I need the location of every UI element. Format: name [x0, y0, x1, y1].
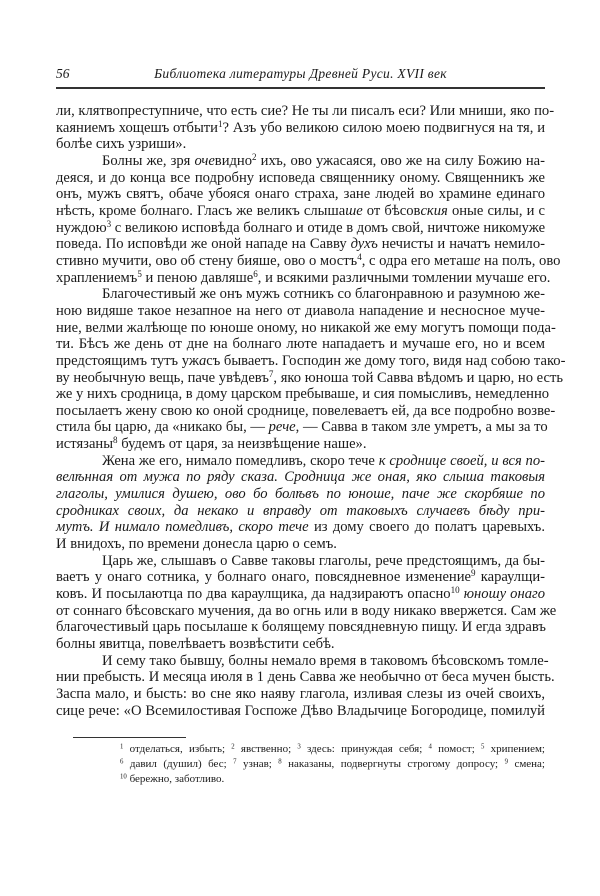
text-run: посылаетъ жену свою ко оной сроднице, повелеваетъ ей, да все подробно возве-: [56, 402, 556, 419]
paragraph: [56, 552, 557, 653]
text-run: , с одра его меташ: [361, 252, 474, 269]
text-run: от соннаго бѣсовскаго мучения, да во огнь или в воду никако ввержется. Сам же: [56, 602, 557, 619]
text-run: , — Савва в таком зле умретъ, а мы за то: [295, 419, 548, 436]
text-run: благочестивый царь посылаше к болящему повсядневную пищу. И егда здравъ: [56, 619, 546, 636]
paragraph: [56, 652, 555, 720]
footnote-ref: 7: [268, 368, 274, 379]
text-line: [56, 469, 545, 486]
text-run: ихъ, ово ужасаяся, ово же на силу Божию на-: [256, 152, 545, 169]
text-line: [56, 286, 545, 303]
footnote-ref: 4: [428, 743, 432, 751]
footnote-ref: 9: [504, 758, 508, 766]
text-run: сице рече: «О Всемилостивая Госпоже Дѣво Владычице Богородице, помилуй: [56, 702, 545, 719]
text-run: стила бы царю, да «никако бы, —: [56, 419, 269, 436]
footnote-ref: 2: [252, 152, 257, 162]
text-run: , яко юноша той Савва вѣдомъ и царю, но есть: [273, 369, 564, 386]
italic-run: юношу онаго: [463, 586, 546, 603]
text-run: с великою исповѣда болнаго и отиде в домъ свой, ничтоже никомуже: [111, 219, 546, 236]
text-run: от бѣсов: [362, 202, 421, 219]
italic-run: рече: [268, 419, 296, 436]
text-run: здесь: принуждая себя;: [300, 743, 429, 755]
text-line: [56, 636, 545, 653]
italic-run: духъ: [350, 236, 378, 253]
text-run: болѣе сихъ узриши».: [56, 136, 187, 153]
text-run: бережно, заботливо.: [126, 773, 225, 785]
text-run: его.: [523, 269, 551, 286]
italic-run: а: [198, 352, 207, 369]
text-run: ти. Бѣсъ же день от дне на болнаго люте нападаетъ и мучаше его, но и всем: [56, 336, 545, 353]
text-line: [56, 236, 545, 253]
italic-run: сродниках своих, да некако и вправду от таковыхъ случаевъ бѣду при-: [56, 502, 545, 519]
italic-run: мутъ. И нимало помедливъ, скоро тече: [56, 519, 309, 536]
footnote-ref: 10: [120, 773, 127, 781]
text-line: [56, 453, 545, 470]
text-line: [56, 251, 561, 270]
text-run: истязаны: [56, 436, 114, 453]
text-run: нии пребысть. И месяца июля в 1 день Савва же необычно от беса мучен бысть.: [56, 669, 555, 686]
text-run: нѣсть, кроме болнаго. Гласъ же великъ слыша: [56, 202, 346, 219]
text-run: видно: [214, 152, 253, 169]
text-run: же у нихъ сродница, в дому царском пребываше, и сия помысливъ, немедленно: [56, 386, 550, 403]
text-line: [56, 386, 550, 403]
text-run: ние, велми жалѣюще по юноше оному, но никакой же ему могутъ помощи пода-: [56, 319, 556, 336]
footnote-ref: 5: [137, 268, 142, 279]
text-run: и пеною давляше: [141, 269, 254, 286]
text-run: давил (душил) бес;: [123, 758, 234, 770]
text-line: [56, 569, 545, 586]
text-run: онъ, мужъ святъ, обаче убояся онаго страха, зане людей во храмине единаго: [56, 186, 545, 203]
text-run: болны явитца, повелѣваетъ возвѣстити себѣ.: [56, 636, 335, 652]
text-run: на полъ, ово: [480, 252, 561, 269]
text-run: ву необычную вещь, паче увѣдевъ: [56, 369, 269, 386]
footnote-ref: 8: [113, 435, 118, 446]
text-run: будемъ от царя, за неизвѣщение наше».: [117, 436, 367, 453]
italic-run: ше: [345, 202, 363, 219]
text-run: смена;: [507, 758, 545, 770]
text-run: узнав;: [236, 758, 279, 770]
text-run: Жена же его, нимало помедливъ, скоро тече: [102, 452, 379, 469]
text-run: каяниемъ хощешъ отбыти: [56, 119, 218, 136]
italic-run: е: [517, 269, 524, 286]
text-run: Царь же, слышавъ о Савве таковы глаголы, рече предстоящимъ, да бы-: [102, 552, 545, 569]
text-run: ? Азъ убо великою силою моею подвигнуся на тя, и: [222, 119, 545, 136]
text-run: стивно мучити, ово об стену бияше, ово о мостъ: [56, 252, 358, 269]
text-run: Болны же, зря: [102, 152, 195, 169]
text-run: поведа. По исповѣди же оной нападе на Савву: [56, 236, 351, 253]
text-line: [56, 120, 545, 137]
text-line: [56, 619, 545, 636]
italic-run: ския: [420, 202, 448, 219]
text-run: Благочестивый же онъ мужъ сотникъ со благонравною и разумною же-: [102, 286, 545, 303]
text-line: [120, 772, 545, 787]
text-run: помост;: [431, 743, 482, 755]
paragraph: [56, 453, 545, 553]
footnote-ref: 10: [450, 585, 460, 596]
page-number: 56: [56, 66, 70, 81]
text-run: явственно;: [234, 743, 298, 755]
text-run: съ бываетъ. Господин же дому того, видя над собою тако-: [206, 352, 566, 369]
footnote-ref: 4: [357, 251, 362, 262]
footnote-ref: 2: [231, 743, 235, 751]
text-line: [56, 268, 551, 287]
body-text: [56, 103, 566, 719]
footnote-ref: 6: [253, 268, 258, 279]
text-run: ли, клятвопреступниче, что есть сие? Не ты ли писалъ еси? Или мниши, яко по-: [56, 103, 555, 119]
text-line: [56, 519, 545, 536]
text-line: [56, 553, 545, 570]
text-line: [120, 742, 545, 757]
text-run: отделаться, избыть;: [123, 743, 232, 755]
text-line: [56, 669, 555, 686]
text-line: [56, 486, 545, 503]
text-line: [56, 319, 556, 337]
text-run: И сему тако бывшу, болны немало время в таковомъ бѣсовскомъ томле-: [102, 652, 549, 669]
text-run: наказаны, подвергнуты строгому допросу;: [281, 758, 505, 770]
text-line: [56, 203, 545, 220]
footnotes: [120, 742, 545, 787]
text-run: нуждою: [56, 219, 107, 236]
footnote-ref: 5: [481, 743, 485, 751]
paragraph: [56, 152, 561, 286]
text-line: [56, 186, 545, 203]
text-run: оные силы, и с: [447, 202, 546, 219]
text-line: [56, 652, 549, 670]
text-run: нечисты и начатъ немило-: [377, 236, 545, 253]
text-line: [56, 503, 545, 520]
text-line: [56, 303, 545, 320]
text-line: [56, 586, 545, 603]
header-rule: [56, 87, 545, 89]
footnote-ref: 1: [217, 118, 223, 129]
paragraph: [56, 286, 566, 453]
text-line: [56, 153, 545, 170]
text-line: [56, 402, 556, 420]
italic-run: велѣнная от мужа по ряду сказа. Сродница же оная, яко слыша таковыя: [56, 469, 545, 486]
paragraph: [56, 103, 555, 153]
running-title: Библиотека литературы Древней Руси. XVII век: [154, 66, 447, 81]
text-line: [56, 703, 545, 720]
text-line: [56, 336, 545, 353]
text-run: , и всякими различными томлении мучаш: [257, 269, 518, 286]
text-line: [56, 368, 564, 387]
italic-run: глаголы, умилися душею, ово бо болѣвъ по юноше, паче же скорбяше по: [56, 486, 545, 503]
text-run: из дому своего до полатъ царевыхъ.: [308, 519, 545, 536]
text-run: ковъ. И посылаютца по два караулщика, да надзираютъ опасно: [56, 586, 451, 603]
text-run: хрипением;: [484, 743, 545, 755]
footnote-ref: 9: [471, 568, 476, 579]
text-run: храплениемъ: [56, 269, 138, 286]
footnote-ref: 1: [120, 743, 124, 751]
text-run: деяся, и до конца все подробну исповеда священнику оному. Священникъ же: [56, 169, 545, 186]
text-run: ваетъ у онаго сотника, у болнаго онаго, повсядневное изменение: [56, 569, 472, 586]
text-run: И внидохъ, по времени донесла царю о семъ.: [56, 536, 337, 553]
text-line: [56, 436, 545, 453]
text-run: предстоящимъ тутъ уж: [56, 352, 199, 369]
italic-run: к сроднице своей, и вся по-: [378, 452, 546, 469]
text-line: [56, 136, 545, 153]
text-line: [56, 352, 566, 370]
italic-run: е: [473, 252, 481, 269]
text-line: [56, 419, 548, 436]
text-line: [56, 686, 545, 703]
footnote-ref: 3: [297, 743, 301, 751]
text-line: [56, 103, 555, 120]
text-line: [56, 220, 545, 237]
footnote-rule: [73, 737, 186, 738]
text-line: [56, 602, 557, 620]
text-line: [120, 757, 545, 772]
text-run: Заспа мало, и бысть: во сне яко наяву глагола, изливая слезы из очей своихъ,: [56, 685, 545, 702]
footnote-ref: 3: [106, 218, 112, 229]
footnote-ref: 8: [278, 758, 282, 766]
text-line: [56, 536, 545, 553]
footnote-ref: 7: [233, 758, 237, 766]
italic-run: оче: [194, 152, 215, 169]
running-header: [56, 66, 545, 86]
text-run: караулщи-: [475, 569, 545, 586]
text-run: ною видяше такое незапное на него от диавола нападение и несносное муче-: [56, 302, 545, 319]
text-line: [56, 170, 545, 187]
footnote-ref: 6: [120, 758, 124, 766]
